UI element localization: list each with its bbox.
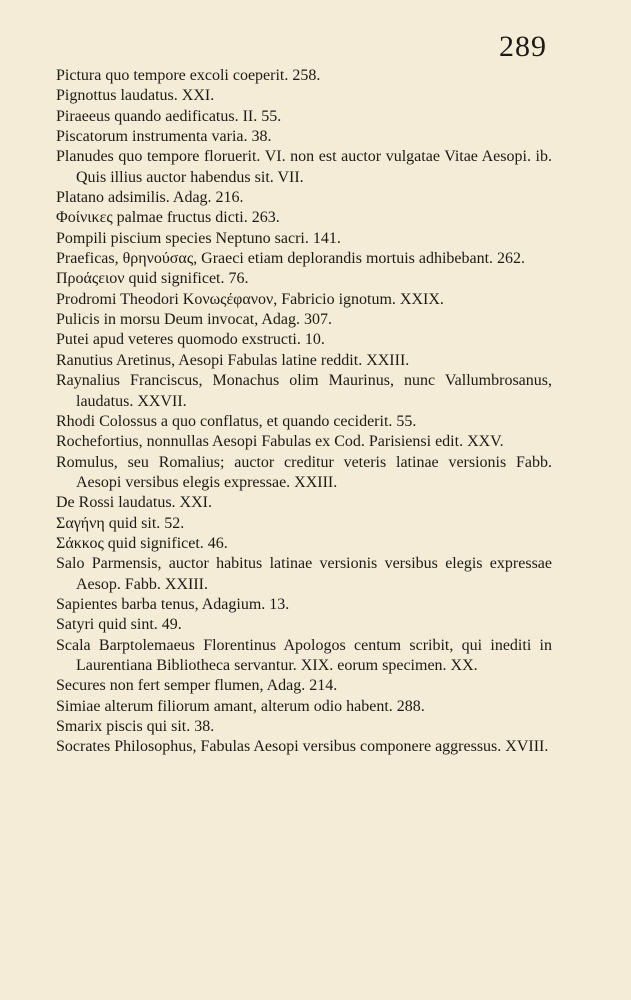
index-entry: Praeficas, θρηνούσας, Graeci etiam deplorandis mortuis adhibebant. 262. (56, 250, 526, 268)
index-entry: Prodromi Theodori Κονωςέφανον, Fabricio ignotum. XXIX. (56, 290, 444, 308)
index-entry: Σάκκος quid significet. 46. (56, 534, 228, 552)
index-entry: Piraeeus quando aedificatus. II. 55. (56, 107, 282, 125)
index-entry: Rochefortius, nonnullas Aesopi Fabulas ex Cod. Parisiensi edit. XXV. (56, 433, 504, 451)
index-entry: Ranutius Aretinus, Aesopi Fabulas latine reddit. XXIII. (56, 351, 410, 369)
index-entry: Simiae alterum filiorum amant, alterum odio habent. 288. (56, 697, 425, 715)
index-entry: Secures non fert semper flumen, Adag. 214. (56, 677, 338, 695)
index-entry: Satyri quid sint. 49. (56, 616, 182, 634)
index-entry: Scala Barptolemaeus Florentinus Apologos centum scribit, qui inediti in Laurentiana Bibliotheca servantur. XIX. eorum specimen. XX. (56, 636, 552, 674)
index-entry: De Rossi laudatus. XXI. (56, 494, 212, 512)
page-number: 289 (499, 30, 547, 63)
index-entry: Socrates Philosophus, Fabulas Aesopi versibus componere aggressus. XVIII. (56, 738, 549, 756)
index-entry-list (56, 66, 552, 758)
index-entry: Πρoάςειον quid significet. 76. (56, 270, 249, 288)
index-entry: Pictura quo tempore excoli coeperit. 258. (56, 67, 321, 84)
index-entry: Raynalius Franciscus, Monachus olim Maurinus, nunc Vallumbrosanus, laudatus. XXVII. (56, 372, 552, 410)
index-entry: Putei apud veteres quomodo exstructi. 10. (56, 331, 325, 349)
index-entry: Φοίνικες palmae fructus dicti. 263. (56, 209, 280, 227)
index-entry: Planudes quo tempore floruerit. VI. non est auctor vulgatae Vitae Aesopi. ib. Quis illius auctor habendus sit. VII. (56, 148, 552, 186)
index-entry: Salo Parmensis, auctor habitus latinae versionis versibus elegis expressae Aesop. Fabb. XXIII. (56, 555, 552, 593)
index-entry: Pignottus laudatus. XXI. (56, 87, 215, 105)
index-entry: Pulicis in morsu Deum invocat, Adag. 307. (56, 311, 332, 329)
index-entry: Smarix piscis qui sit. 38. (56, 718, 215, 735)
index-entry: Sapientes barba tenus, Adagium. 13. (56, 595, 290, 613)
index-entry: Pompili piscium species Neptuno sacri. 141. (56, 229, 341, 247)
index-entry: Platano adsimilis. Adag. 216. (56, 189, 244, 207)
index-entry: Romulus, seu Romalius; auctor creditur veteris latinae versionis Fabb. Aesopi versibus elegis expressae. XXIII. (56, 453, 552, 491)
index-entry: Σαγήνη quid sit. 52. (56, 514, 185, 532)
index-entry: Piscatorum instrumenta varia. 38. (56, 128, 272, 146)
index-entry: Rhodi Colossus a quo conflatus, et quando ceciderit. 55. (56, 412, 417, 430)
